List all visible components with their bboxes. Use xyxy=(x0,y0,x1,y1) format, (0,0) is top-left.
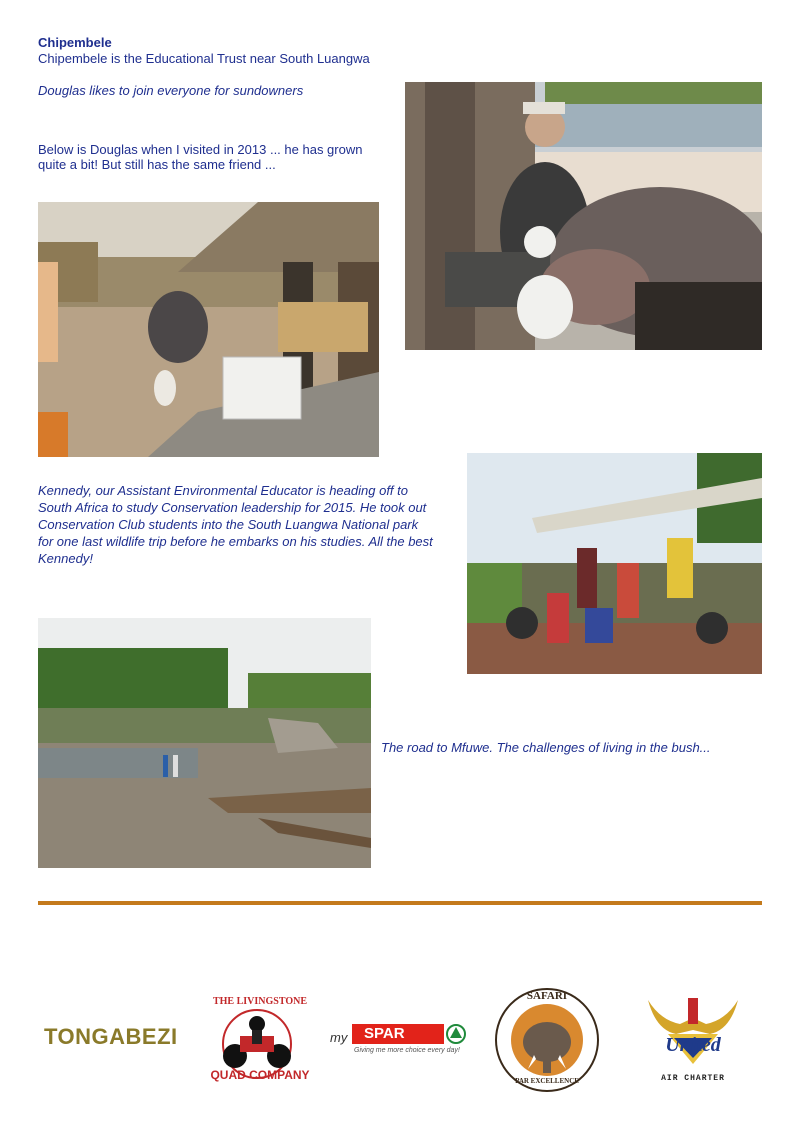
spar-name-text: SPAR xyxy=(364,1025,405,1042)
caption-sundowners: Douglas likes to join everyone for sundowners xyxy=(38,83,304,98)
footer-divider xyxy=(38,901,762,905)
photo-road-mfuwe xyxy=(38,618,371,868)
spar-logo xyxy=(330,1022,470,1062)
caption-douglas-2013 xyxy=(38,142,398,172)
safari-par-excellence-logo xyxy=(494,987,600,1093)
photo-students-vehicle xyxy=(467,453,762,674)
caption-line: Kennedy, our Assistant Environmental Educator is heading off to xyxy=(38,483,408,498)
caption-line: South Africa to study Conservation leadership for 2015. He took out xyxy=(38,500,427,515)
livingstone-quad-bottom-text: QUAD COMPANY xyxy=(210,1068,310,1082)
caption-line: for one last wildlife trip before he embarks on his studies. All the best xyxy=(38,534,433,549)
photo-sundowners xyxy=(405,82,762,350)
caption-road: The road to Mfuwe. The challenges of living in the bush... xyxy=(381,740,711,755)
safari-bottom-text: PAR EXCELLENCE xyxy=(515,1077,579,1085)
united-name-text: United xyxy=(665,1034,721,1056)
safari-top-text: SAFARI xyxy=(526,990,568,1002)
tongabezi-logo xyxy=(44,1024,179,1054)
united-air-charter-logo xyxy=(640,990,746,1086)
photo-douglas-2013 xyxy=(38,202,379,457)
caption-line: Kennedy! xyxy=(38,551,93,566)
united-sub-text: AIR CHARTER xyxy=(661,1074,725,1083)
livingstone-quad-logo xyxy=(195,996,325,1088)
caption-line: Conservation Club students into the South Luangwa National park xyxy=(38,517,419,532)
spar-tree-icon xyxy=(446,1024,466,1044)
caption-line: Below is Douglas when I visited in 2013 ... he has grown xyxy=(38,142,363,157)
tongabezi-logo-text: TONGABEZI xyxy=(44,1024,178,1049)
spar-my-text: my xyxy=(330,1030,348,1045)
caption-line: quite a bit! But still has the same friend ... xyxy=(38,157,276,172)
page-subtitle: Chipembele is the Educational Trust near South Luangwa xyxy=(38,51,370,66)
livingstone-quad-top-text: THE LIVINGSTONE xyxy=(212,996,307,1007)
spar-tagline-text: Giving me more choice every day! xyxy=(354,1047,460,1054)
caption-kennedy xyxy=(38,482,463,567)
page-title: Chipembele xyxy=(38,35,112,50)
